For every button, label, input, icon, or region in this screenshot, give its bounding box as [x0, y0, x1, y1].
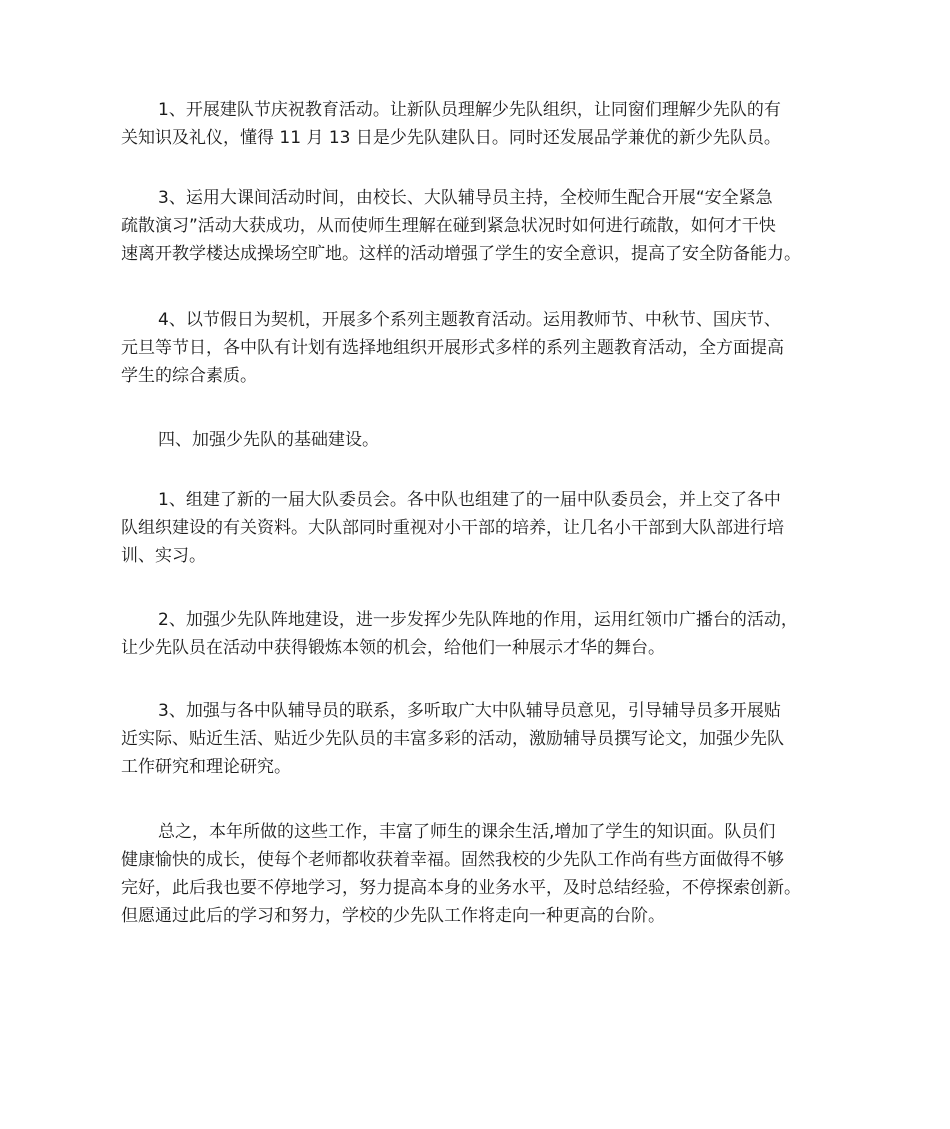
paragraph-6 — [121, 697, 841, 781]
text-line: 学生的综合素质。 — [121, 366, 257, 386]
text-line: 工作研究和理论研究。 — [121, 757, 291, 777]
text-line: 疏散演习”活动大获成功，从而使师生理解在碰到紧急状况时如何进行疏散，如何才干快 — [121, 216, 776, 236]
paragraph-4 — [121, 486, 841, 570]
text-line: 速离开教学楼达成操场空旷地。这样的活动增强了学生的安全意识，提高了安全防备能力。 — [121, 244, 801, 264]
text-line: 3、运用大课间活动时间，由校长、大队辅导员主持，全校师生配合开展“安全紧急 — [158, 188, 773, 208]
paragraph-1 — [121, 96, 841, 152]
text-line: 2、加强少先队阵地建设，进一步发挥少先队阵地的作用，运用红领巾广播台的活动， — [158, 610, 798, 630]
text-line: 四、加强少先队的基础建设。 — [158, 430, 379, 450]
text-line: 1、开展建队节庆祝教育活动。让新队员理解少先队组织，让同窗们理解少先队的有 — [158, 100, 781, 120]
section-heading — [121, 426, 841, 454]
paragraph-3 — [121, 306, 841, 390]
paragraph-7 — [121, 818, 841, 930]
text-line: 健康愉快的成长，使每个老师都收获着幸福。固然我校的少先队工作尚有些方面做得不够 — [121, 850, 784, 870]
text-line: 总之，本年所做的这些工作，丰富了师生的课余生活,增加了学生的知识面。队员们 — [158, 822, 776, 842]
text-line: 3、加强与各中队辅导员的联系，多听取广大中队辅导员意见，引导辅导员多开展贴 — [158, 701, 781, 721]
text-line: 但愿通过此后的学习和努力，学校的少先队工作将走向一种更高的台阶。 — [121, 906, 665, 926]
text-line: 4、以节假日为契机，开展多个系列主题教育活动。运用教师节、中秋节、国庆节、 — [158, 310, 781, 330]
text-line: 让少先队员在活动中获得锻炼本领的机会，给他们一种展示才华的舞台。 — [121, 638, 665, 658]
text-line: 队组织建设的有关资料。大队部同时重视对小干部的培养，让几名小干部到大队部进行培 — [121, 518, 784, 538]
text-line: 训、实习。 — [121, 546, 206, 566]
text-line: 元旦等节日，各中队有计划有选择地组织开展形式多样的系列主题教育活动，全方面提高 — [121, 338, 784, 358]
text-line: 近实际、贴近生活、贴近少先队员的丰富多彩的活动，激励辅导员撰写论文，加强少先队 — [121, 729, 784, 749]
paragraph-2 — [121, 184, 841, 268]
text-line: 1、组建了新的一届大队委员会。各中队也组建了的一届中队委员会，并上交了各中 — [158, 490, 781, 510]
paragraph-5 — [121, 606, 841, 662]
text-line: 完好，此后我也要不停地学习，努力提高本身的业务水平，及时总结经验，不停探索创新。 — [121, 878, 801, 898]
text-line: 关知识及礼仪，懂得 11 月 13 日是少先队建队日。同时还发展品学兼优的新少先队员。 — [121, 128, 781, 148]
